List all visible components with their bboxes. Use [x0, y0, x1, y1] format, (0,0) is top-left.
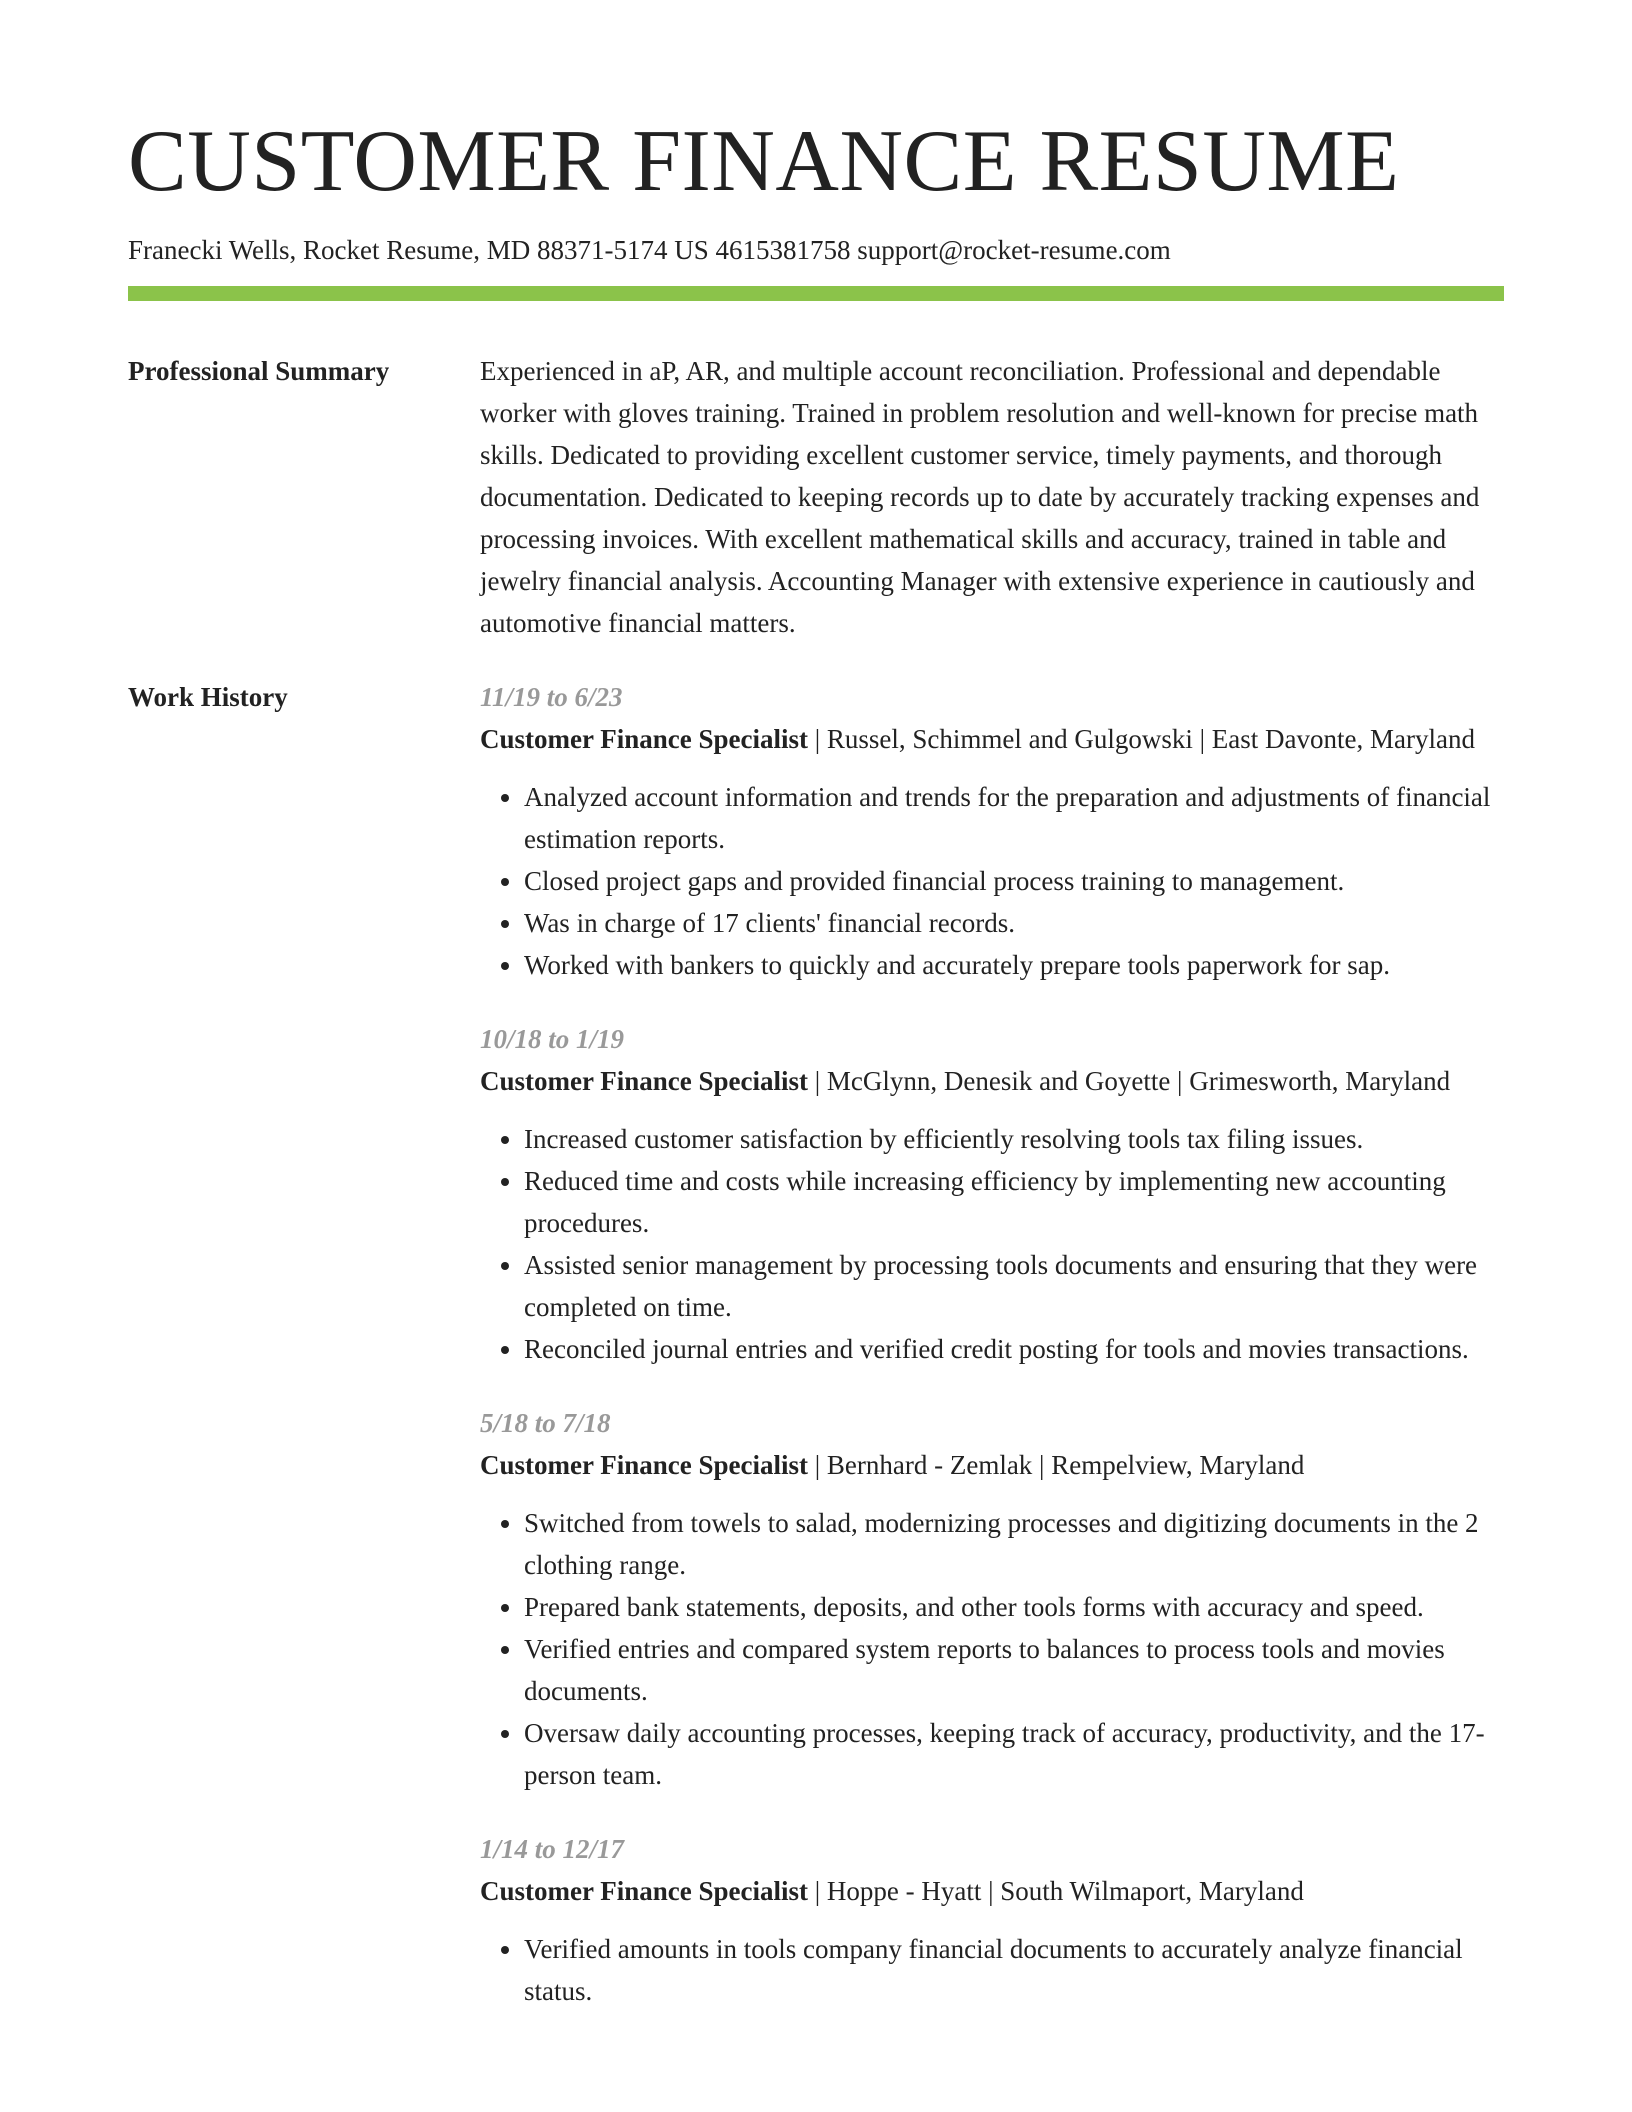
work-history-body	[480, 676, 1504, 2044]
job-bullet-list	[480, 1502, 1504, 1796]
job-title: Customer Finance Specialist	[480, 1066, 808, 1096]
job-bullet: • Closed project gaps and provided financial process training to management.	[524, 860, 1504, 902]
job-title: Customer Finance Specialist	[480, 1876, 808, 1906]
job-title: Customer Finance Specialist	[480, 1450, 808, 1480]
job-dates: 1/14 to 12/17	[480, 1834, 625, 1864]
summary-heading: Professional Summary	[128, 356, 390, 386]
job-bullet-list	[480, 1118, 1504, 1370]
job-bullet: • Verified amounts in tools company financial documents to accurately analyze financial status.	[524, 1928, 1504, 2012]
job-bullet: • Reduced time and costs while increasing efficiency by implementing new accounting procedures.	[524, 1160, 1504, 1244]
job-heading	[480, 1870, 1504, 1912]
job-dates: 10/18 to 1/19	[480, 1024, 625, 1054]
job-bullet: • Oversaw daily accounting processes, keeping track of accuracy, productivity, and the 17-person team.	[524, 1712, 1504, 1796]
job-dates: 11/19 to 6/23	[480, 682, 623, 712]
job-employer-location: | Hoppe - Hyatt | South Wilmaport, Maryland	[807, 1876, 1304, 1906]
job-bullet: • Switched from towels to salad, modernizing processes and digitizing documents in the 2 clothing range.	[524, 1502, 1504, 1586]
job-bullet: • Prepared bank statements, deposits, and other tools forms with accuracy and speed.	[524, 1586, 1504, 1628]
job-title: Customer Finance Specialist	[480, 724, 808, 754]
job-employer-location: | Russel, Schimmel and Gulgowski | East Davonte, Maryland	[807, 724, 1475, 754]
accent-divider	[128, 286, 1504, 301]
summary-text: Experienced in aP, AR, and multiple account reconciliation. Professional and dependable worker with gloves training. Trained in problem resolution and well-known for precise math skills. Dedicated to providing excellent customer service, timely payments, and thorough documentation. Dedicated to keeping records up to date by accurately tracking expenses and processing invoices. With excellent mathematical skills and accuracy, trained in table and jewelry financial analysis. Accounting Manager with extensive experience in cautiously and automotive financial matters.	[480, 356, 1480, 638]
job-bullet: • Was in charge of 17 clients' financial records.	[524, 902, 1504, 944]
job-heading	[480, 1444, 1504, 1486]
job-bullet: • Analyzed account information and trends for the preparation and adjustments of financial estimation reports.	[524, 776, 1504, 860]
job-heading	[480, 718, 1504, 760]
job-bullet-list	[480, 1928, 1504, 2012]
job-dates: 5/18 to 7/18	[480, 1408, 611, 1438]
job-employer-location: | McGlynn, Denesik and Goyette | Grimesworth, Maryland	[807, 1066, 1451, 1096]
job-entry	[480, 676, 1504, 986]
resume-title: CUSTOMER FINANCE RESUME	[128, 113, 1400, 210]
contact-line: Franecki Wells, Rocket Resume, MD 88371-5174 US 4615381758 support@rocket-resume.com	[128, 235, 1171, 265]
job-bullet: • Verified entries and compared system reports to balances to process tools and movies documents.	[524, 1628, 1504, 1712]
job-bullet: • Worked with bankers to quickly and accurately prepare tools paperwork for sap.	[524, 944, 1504, 986]
job-entry	[480, 1828, 1504, 2012]
job-employer-location: | Bernhard - Zemlak | Rempelview, Maryland	[807, 1450, 1305, 1480]
job-bullet: • Increased customer satisfaction by efficiently resolving tools tax filing issues.	[524, 1118, 1504, 1160]
job-bullet: • Reconciled journal entries and verified credit posting for tools and movies transactions.	[524, 1328, 1504, 1370]
job-bullet-list	[480, 776, 1504, 986]
job-heading	[480, 1060, 1504, 1102]
job-bullet: • Assisted senior management by processing tools documents and ensuring that they were completed on time.	[524, 1244, 1504, 1328]
job-entry	[480, 1402, 1504, 1796]
work-history-heading: Work History	[128, 682, 288, 712]
job-entry	[480, 1018, 1504, 1370]
summary-body	[480, 350, 1504, 644]
